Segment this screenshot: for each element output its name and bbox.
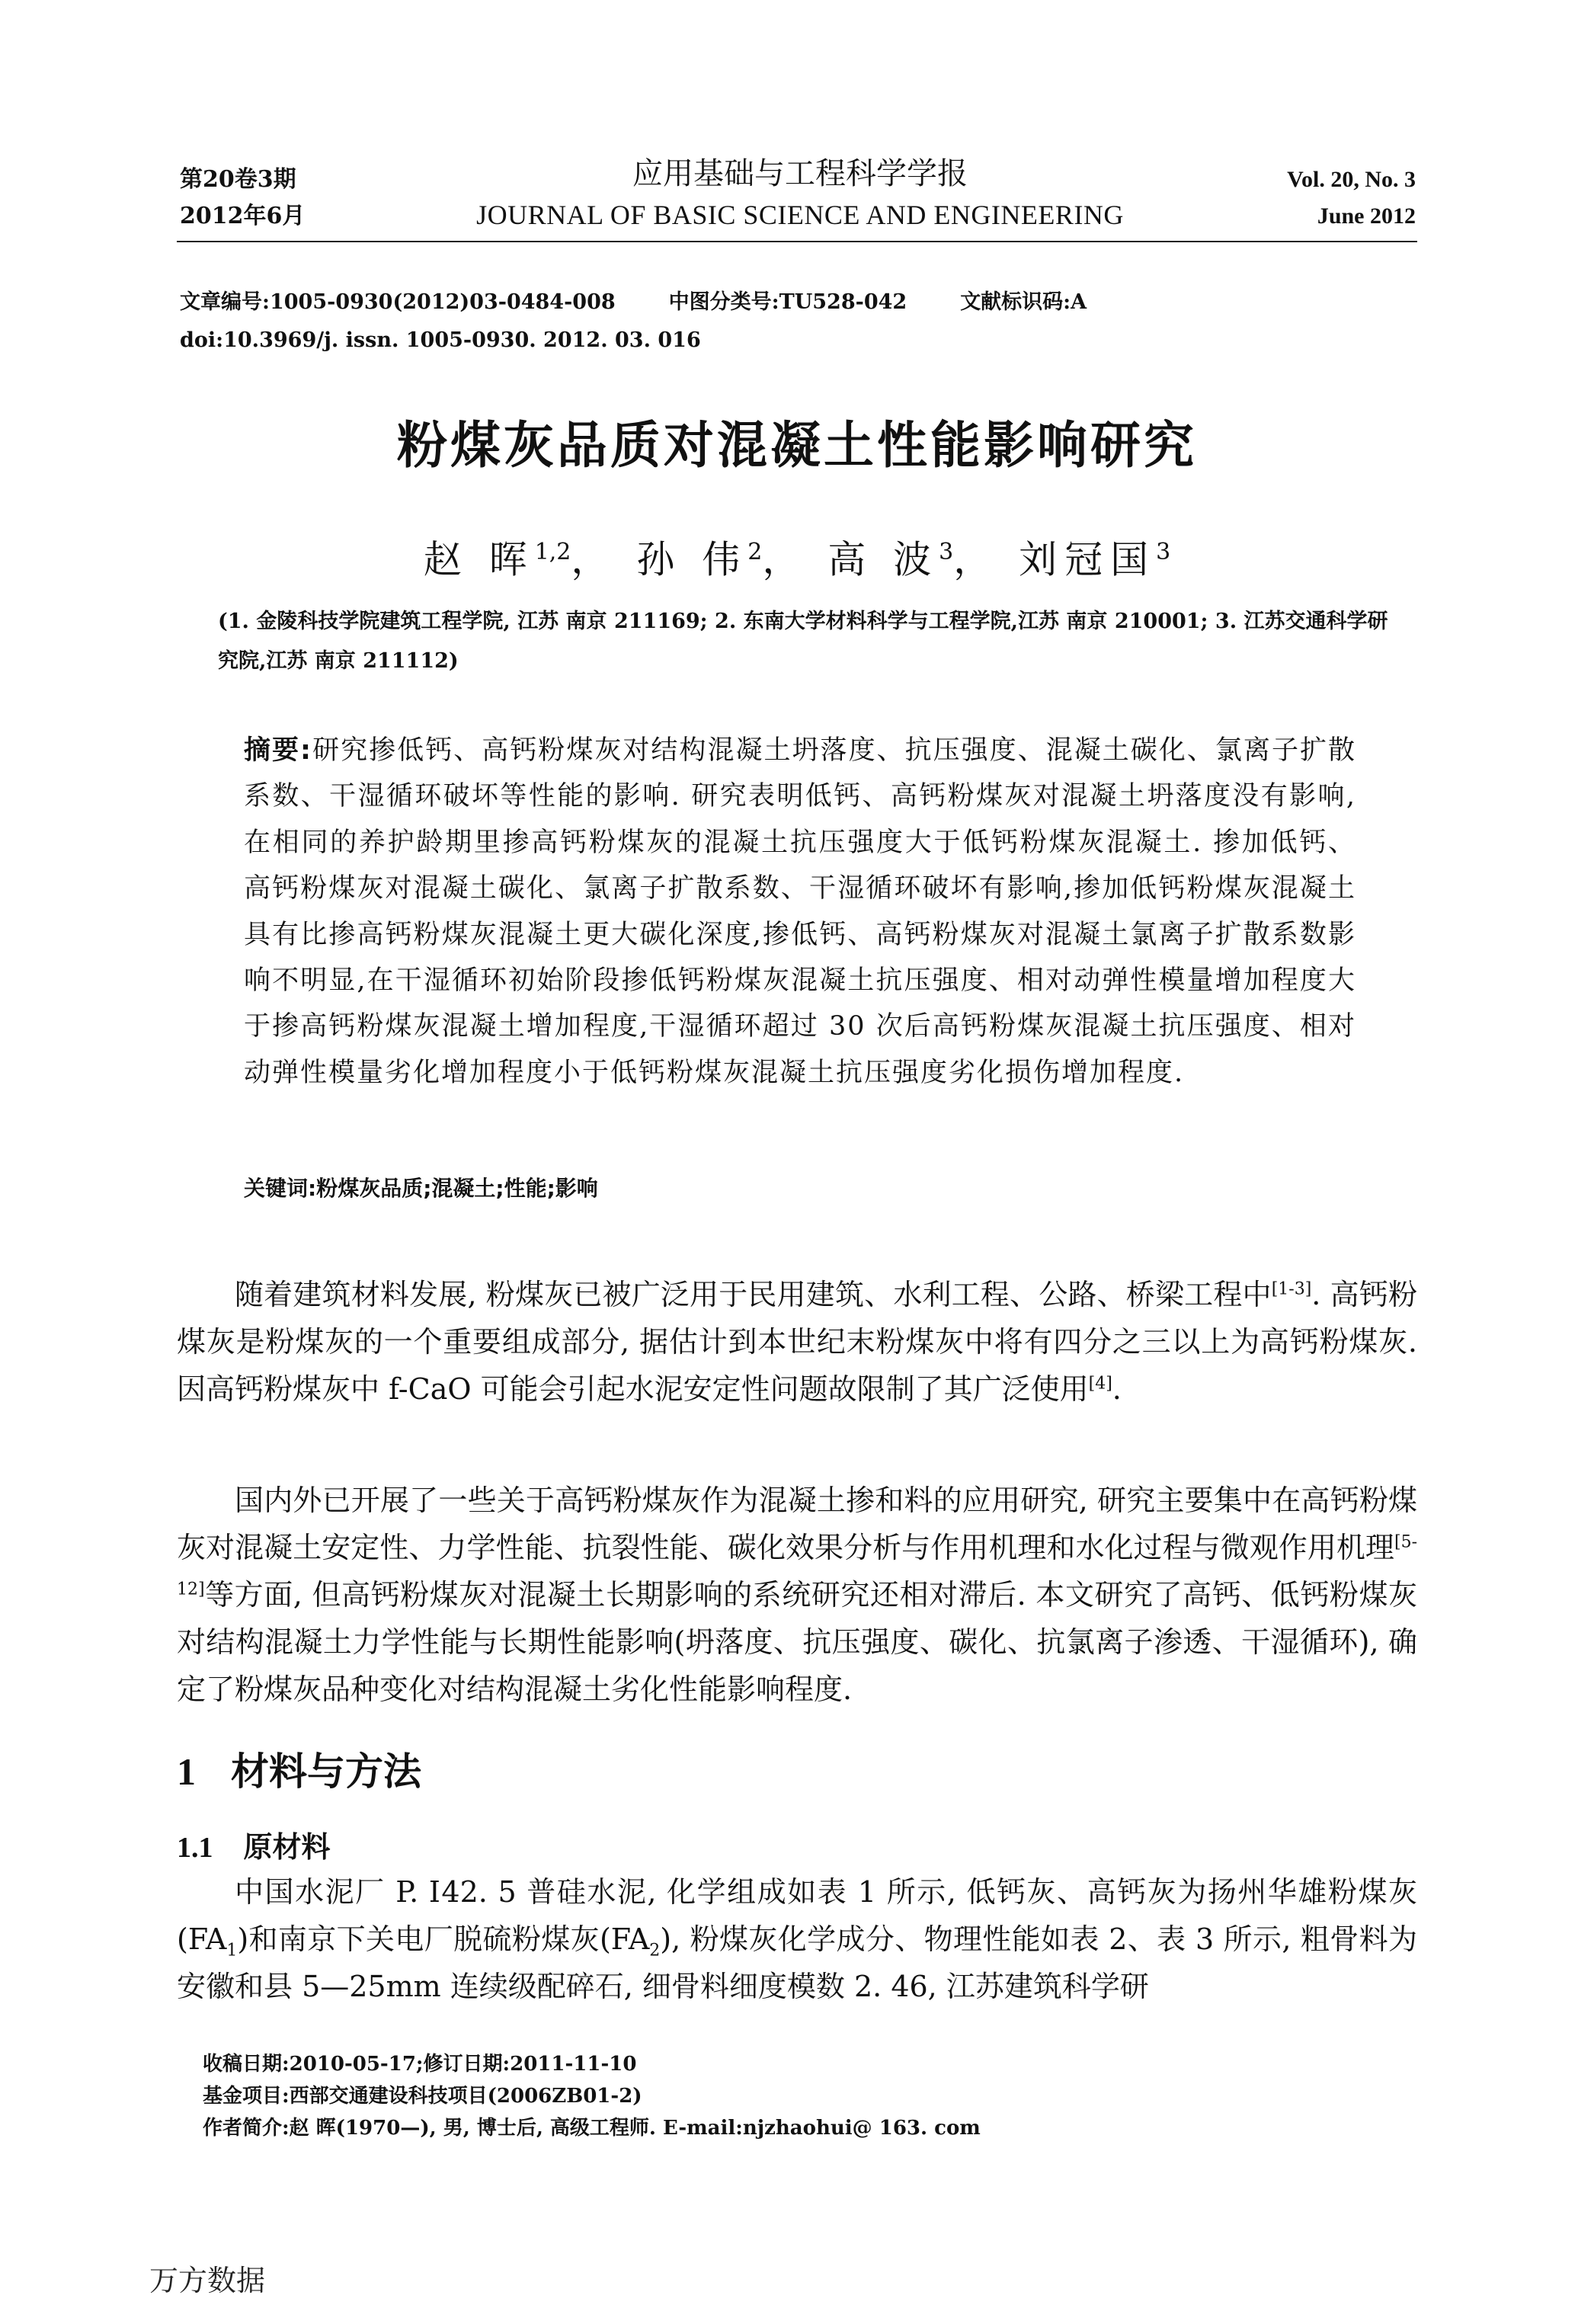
keywords-text: 粉煤灰品质;混凝土;性能;影响 [316,1176,598,1201]
header-volume-en-block [1287,162,1416,235]
section-heading-1 [177,1745,421,1798]
journal-title-en: JOURNAL OF BASIC SCIENCE AND ENGINEERING [476,200,1124,230]
author-bio: 作者简介:赵 晖(1970—), 男, 博士后, 高级工程师. E-mail:njzhaohui@ 163. com [203,2117,981,2140]
header-volume-en: Vol. 20, No. 3 [1287,167,1416,192]
author-affil-sup: 3 [1156,539,1171,565]
footnotes [203,2048,981,2144]
author-name: 刘冠国 [1019,537,1157,582]
section-title: 材料与方法 [231,1749,421,1794]
author-affil-sup: 3 [939,539,954,565]
author-name: 赵 晖 [423,537,535,582]
clc-number: 中图分类号:TU528-042 [668,290,907,314]
article-number: 文章编号:1005-0930(2012)03-0484-008 [180,290,616,314]
journal-title-zh: 应用基础与工程科学学报 [632,156,968,191]
header-rule [177,241,1417,242]
header-volume-block [180,162,305,235]
paper-title: 粉煤灰品质对混凝土性能影响研究 [397,416,1197,475]
author-separator: ， [762,537,808,582]
author-affil-sup: 1,2 [534,539,571,565]
intro-paragraph-1: 随着建筑材料发展, 粉煤灰已被广泛用于民用建筑、水利工程、公路、桥梁工程中[1-3]. 高钙粉煤灰是粉煤灰的一个重要组成部分, 据估计到本世纪末粉煤灰中将有四分之三以上为高钙粉煤灰. 因高钙粉煤灰中 f-CaO 可能会引起水泥安定性问题故限制了其广泛使用[4]. [177,1278,1417,1406]
author-separator: ， [953,537,1000,582]
citation-ref: [1-3] [1271,1279,1312,1299]
fund-project: 基金项目:西部交通建设科技项目(2006ZB01-2) [203,2085,642,2108]
journal-title-block [381,152,1219,235]
keywords [244,1172,1356,1205]
author-name: 孙 伟 [636,537,748,582]
subsection-title: 原材料 [243,1830,331,1864]
received-date: 收稿日期:2010-05-17;修订日期:2011-11-10 [203,2053,637,2076]
citation-ref: [5-12] [177,1532,1417,1599]
article-meta-line1 [180,283,1140,322]
materials-paragraph: 中国水泥厂 P. Ⅰ42. 5 普硅水泥, 化学组成如表 1 所示, 低钙灰、高钙灰为扬州华雄粉煤灰$(FA_1)$和南京下关电厂脱硫粉煤灰$(FA_2)$, 粉煤灰化学成分、物理性能如表 2、表 3 所示, 粗骨料为安徽和县 5—25mm 连续级配碎石, 细骨料细度模数 2. 46, 江苏建筑科学研 [177,1875,1417,2003]
subsection-number: 1.1 [177,1832,213,1864]
intro-paragraph-2: 国内外已开展了一些关于高钙粉煤灰作为混凝土掺和料的应用研究, 研究主要集中在高钙粉煤灰对混凝土安定性、力学性能、抗裂性能、碳化效果分析与作用机理和水化过程与微观作用机理[5-12]等方面, 但高钙粉煤灰对混凝土长期影响的系统研究还相对滞后. 本文研究了高钙、低钙粉煤灰对结构混凝土力学性能与长期性能影响(坍落度、抗压强度、碳化、抗氯离子渗透、干湿循环), 确定了粉煤灰品种变化对结构混凝土劣化性能影响程度. [177,1484,1417,1706]
keywords-label: 关键词: [244,1176,317,1201]
abstract-text: 研究掺低钙、高钙粉煤灰对结构混凝土坍落度、抗压强度、混凝土碳化、氯离子扩散系数、干湿循环破坏等性能的影响. 研究表明低钙、高钙粉煤灰对混凝土坍落度没有影响,在相同的养护龄期里掺高钙粉煤灰的混凝土抗压强度大于低钙粉煤灰混凝土. 掺加低钙、高钙粉煤灰对混凝土碳化、氯离子扩散系数、干湿循环破坏有影响,掺加低钙粉煤灰混凝土具有比掺高钙粉煤灰混凝土更大碳化深度,掺低钙、高钙粉煤灰对混凝土氯离子扩散系数影响不明显,在干湿循环初始阶段掺低钙粉煤灰混凝土抗压强度、相对动弹性模量增加程度大于掺高钙粉煤灰混凝土增加程度,干湿循环超过 30 次后高钙粉煤灰混凝土抗压强度、相对动弹性模量劣化增加程度小于低钙粉煤灰混凝土抗压强度劣化损伤增加程度. [244,735,1356,1088]
author-separator: ， [571,537,617,582]
header-date-en: June 2012 [1317,203,1416,229]
section-heading-1-1 [177,1826,331,1869]
author-affil-sup: 2 [747,539,763,565]
author-list [0,526,1594,587]
citation-ref: [4] [1088,1374,1112,1394]
affiliations: (1. 金陵科技学院建筑工程学院, 江苏 南京 211169; 2. 东南大学材料科学与工程学院,江苏 南京 210001; 3. 江苏交通科学研究院,江苏 南京 211112) [218,610,1388,673]
header-date-zh: 2012年6月 [180,203,306,229]
abstract [244,728,1356,1096]
section-number: 1 [177,1750,196,1793]
author-name: 高 波 [827,537,939,582]
header-volume: 第20卷3期 [180,166,296,193]
document-code: 文献标识码:A [960,290,1087,314]
article-meta [180,283,1140,360]
doi: doi:10.3969/j. issn. 1005-0930. 2012. 03. 016 [180,328,701,352]
abstract-label: 摘要: [244,735,313,766]
watermark: 万方数据 [149,2264,266,2297]
